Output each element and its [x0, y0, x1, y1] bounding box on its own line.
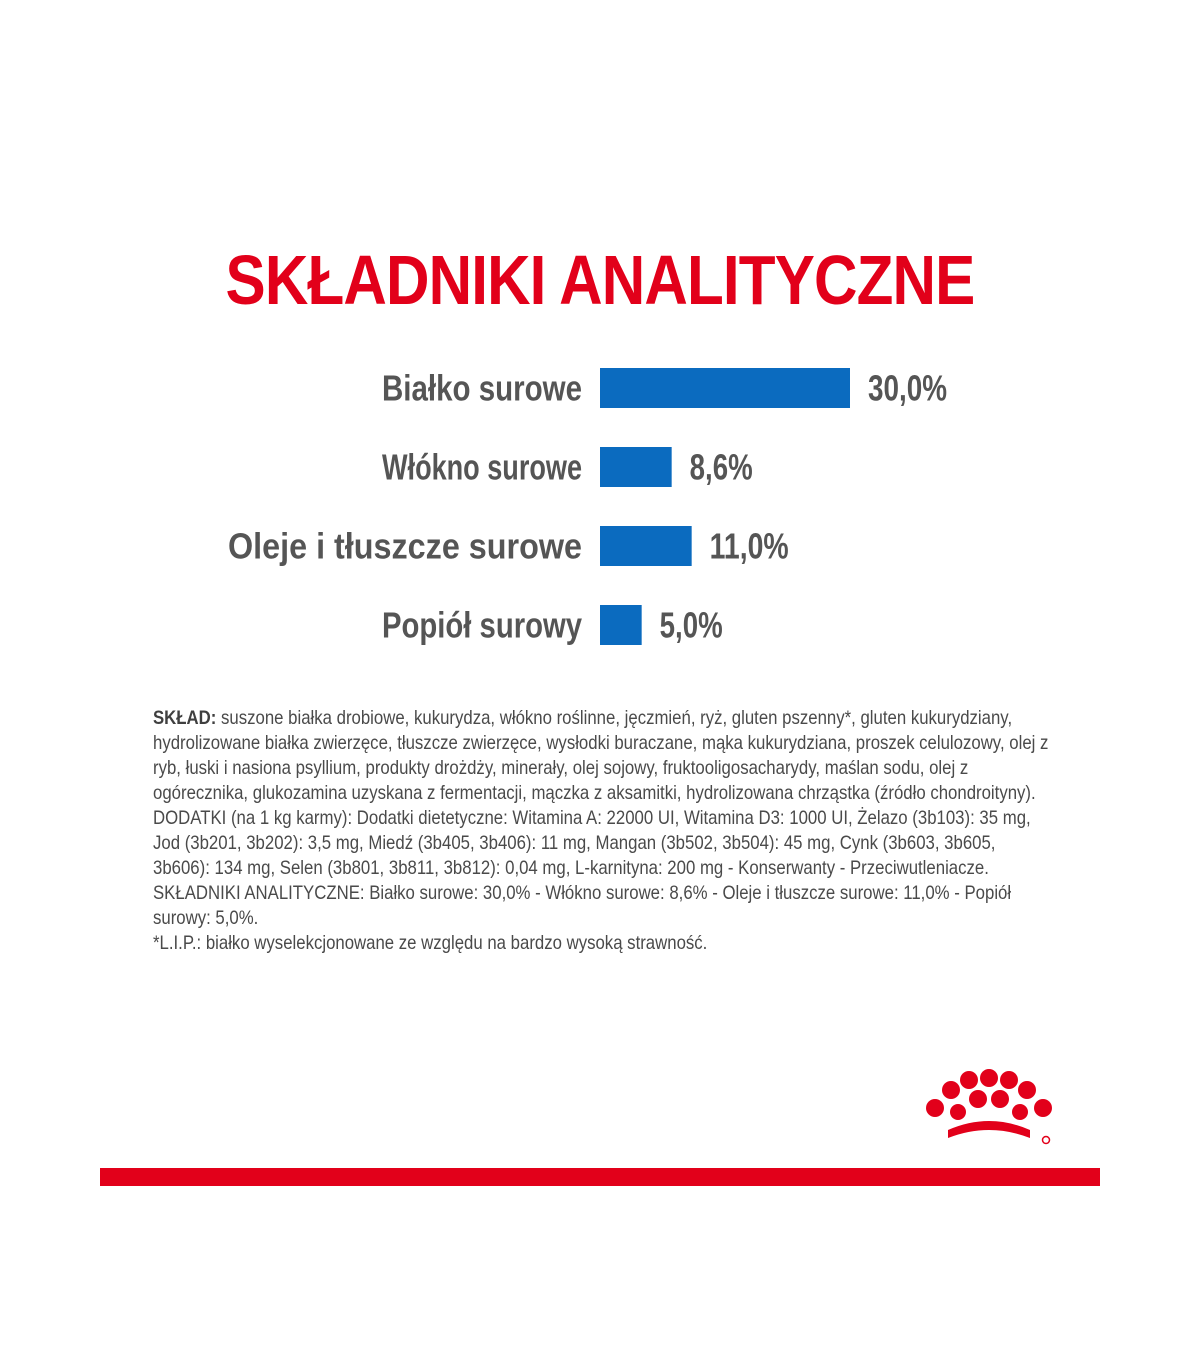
value-label-popio-surowy: 5,0% [659, 604, 723, 646]
category-label-popio-surowy: Popiół surowy [382, 604, 582, 646]
value-label-bia-ko-surowe: 30,0% [868, 367, 947, 409]
footnote-paragraph: *L.I.P.: białko wyselekcjonowane ze względu na bardzo wysoką strawność. [153, 932, 708, 954]
analytical-paragraph: SKŁADNIKI ANALITYCZNE: Białko surowe: 30,0% - Włókno surowe: 8,6% - Oleje i tłuszcze surowe: 11,0% - Popiół surowy: 5,0%. [153, 882, 1012, 929]
chart-title: SKŁADNIKI ANALITYCZNE [225, 241, 975, 319]
ingredients-text: suszone białka drobiowe, kukurydza, włókno roślinne, jęczmień, ryż, gluten pszenny*, gluten kukurydziany, hydrolizowane białka zwierzęce, tłuszcze zwierzęce, wysłodki buraczane, mąka kukurydziana, proszek celulozowy, olej z ryb, łuski i nasiona psyllium, produkty drożdży, minerały, olej sojowy, fruktooligosacharydy, maślan sodu, olej z ogórecznika, glukozamina uzyskana z fermentacji, mączka z aksamitki, hydrolizowana chrząstka (źródło chondroityny). [153, 707, 1049, 804]
bar-popio-surowy [600, 605, 642, 645]
category-label-w-o-kno-surowe: Włókno surowe [382, 446, 582, 488]
bar-w-o-kno-surowe [600, 447, 672, 487]
ingredients-paragraph [153, 706, 1056, 806]
value-label-oleje-i-t-uszcze-surowe: 11,0% [709, 525, 789, 567]
royal-canin-crown-icon [920, 1068, 1060, 1148]
additives-paragraph: DODATKI (na 1 kg karmy): Dodatki dietetyczne: Witamina A: 22000 UI, Witamina D3: 1000 UI, Żelazo (3b103): 35 mg, Jod (3b201, 3b202): 3,5 mg, Miedź (3b405, 3b406): 11 mg, Mangan (3b502, 3b504): 45 mg, Cynk (3b603, 3b605, 3b606): 134 mg, Selen (3b801, 3b811, 3b812): 0,04 mg, L-karnityna: 200 mg - Konserwanty - Przeciwutleniacze. [153, 807, 1031, 879]
category-label-bia-ko-surowe: Białko surowe [382, 367, 582, 409]
composition-text [153, 706, 1056, 956]
footer-red-bar [100, 1168, 1100, 1186]
composition-label: SKŁAD: [153, 707, 217, 729]
bar-oleje-i-t-uszcze-surowe [600, 526, 692, 566]
bar-bia-ko-surowe [600, 368, 850, 408]
value-label-w-o-kno-surowe: 8,6% [689, 446, 753, 488]
category-label-oleje-i-t-uszcze-surowe: Oleje i tłuszcze surowe [228, 525, 582, 567]
analytical-bar-chart [0, 350, 1200, 670]
